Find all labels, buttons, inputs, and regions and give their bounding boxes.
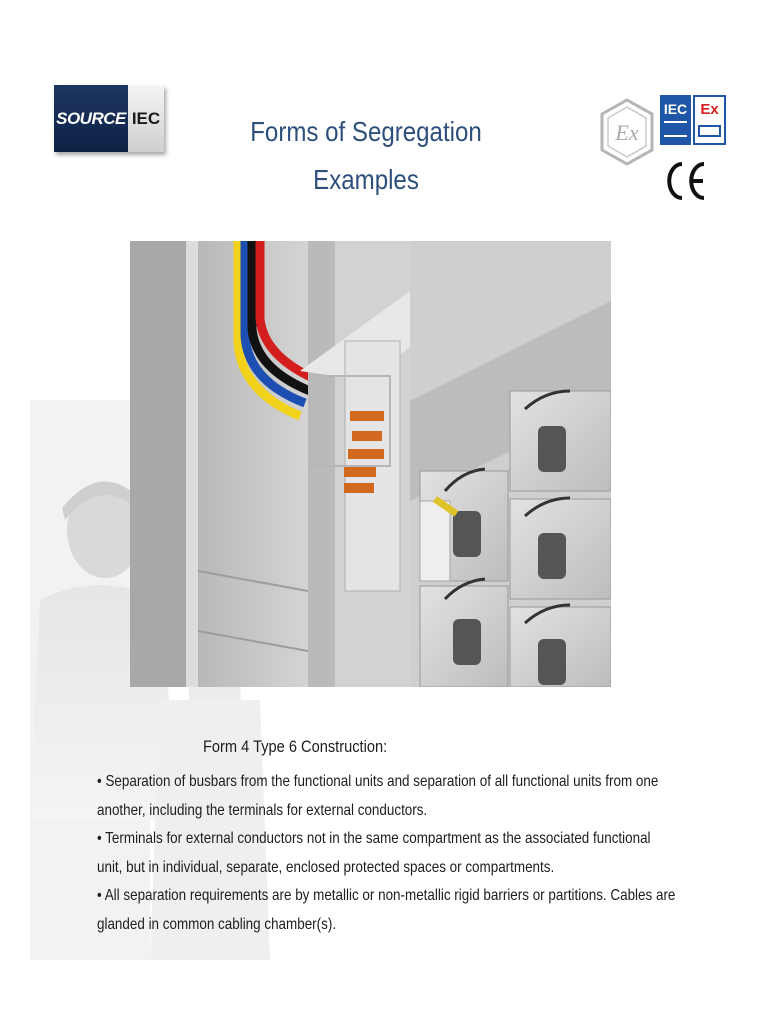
iec-mark-lines — [664, 121, 687, 137]
ce-mark-icon — [660, 150, 712, 212]
logo-iec-text: IEC — [128, 85, 164, 152]
logo-source-text: SOURCE — [54, 85, 128, 152]
bullet-item: • All separation requirements are by metallic or non-metallic rigid barriers or partitions. Cables are glanded in common cabling chamber(s). — [97, 887, 676, 933]
iec-mark — [660, 95, 691, 145]
source-iec-logo — [54, 85, 164, 152]
title-line-1: Forms of Segregation — [250, 116, 482, 147]
bullet-item: • Separation of busbars from the functional units and separation of all functional units from one another, including the terminals for external conductors. — [97, 773, 659, 819]
iecex-mark — [693, 95, 726, 145]
atex-ex-icon — [598, 96, 656, 168]
bullet-list — [97, 768, 676, 939]
iec-mark-text: IEC — [663, 101, 688, 117]
iecex-mark-text: Ex — [700, 101, 719, 118]
ex-mark-text: Ex — [615, 120, 639, 145]
switchgear-cutaway-illustration — [130, 241, 611, 687]
page-title — [223, 108, 509, 204]
bullet-item: • Terminals for external conductors not in the same compartment as the associated functional unit, but in individual, separate, enclosed protected spaces or compartments. — [97, 830, 651, 876]
construction-heading: Form 4 Type 6 Construction: — [203, 737, 388, 756]
iecex-mark-bar — [698, 125, 721, 137]
title-line-2: Examples — [313, 164, 419, 195]
